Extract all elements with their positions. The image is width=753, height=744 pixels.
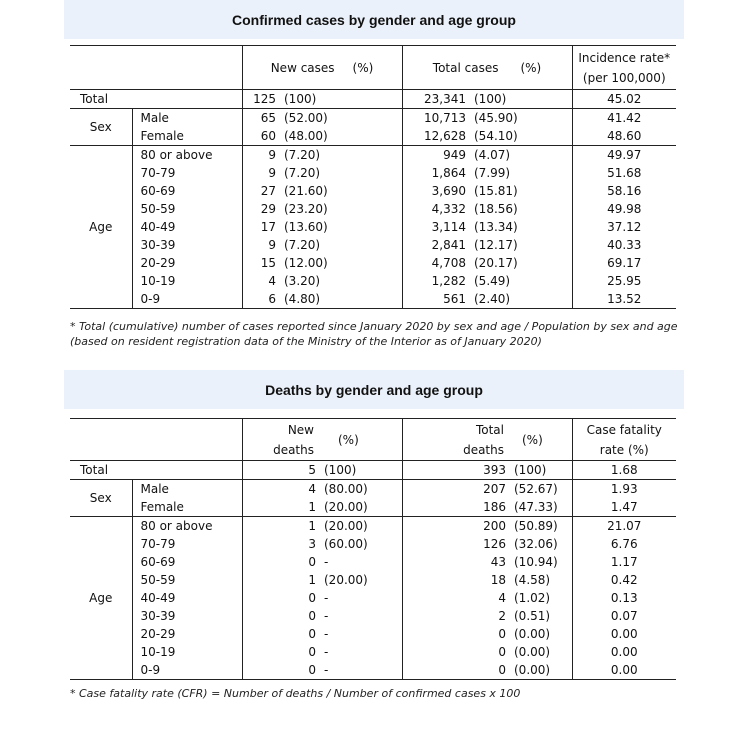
- total-value: 3,690: [402, 182, 470, 200]
- new-percent: (7.20): [284, 166, 321, 180]
- new-percent: (23.20): [284, 202, 328, 216]
- new-percent: -: [324, 645, 329, 659]
- new-value: 3: [242, 535, 320, 553]
- deaths-title: Deaths by gender and age group: [64, 370, 684, 409]
- total-value: 18: [402, 571, 510, 589]
- table-row: [70, 589, 676, 607]
- deaths-table: [70, 418, 676, 680]
- new-value: 1: [242, 517, 320, 536]
- table-row: [70, 571, 676, 589]
- group-label-age: Age: [70, 146, 132, 309]
- new-percent: (52.00): [284, 111, 328, 125]
- table-row: [70, 480, 676, 499]
- rate-value: 1.17: [572, 553, 676, 571]
- total-percent: (47.33): [510, 498, 572, 517]
- header-cfr-2: rate (%): [599, 442, 649, 457]
- total-percent: (45.90): [474, 111, 518, 125]
- total-percent: (32.06): [514, 537, 558, 551]
- total-value: 200: [402, 517, 510, 536]
- rate-value: 0.07: [572, 607, 676, 625]
- row-label: 50-59: [132, 571, 242, 589]
- new-percent: -: [324, 591, 329, 605]
- rate-value: 25.95: [572, 272, 676, 290]
- new-value: 4: [242, 272, 280, 290]
- new-percent: -: [324, 555, 329, 569]
- row-label: 30-39: [132, 607, 242, 625]
- rate-value: 0.42: [572, 571, 676, 589]
- row-label: Female: [132, 127, 242, 146]
- new-percent: (20.00): [324, 573, 368, 587]
- total-percent: (18.56): [474, 202, 518, 216]
- confirmed-table: [70, 45, 676, 309]
- new-value: 4: [242, 480, 320, 499]
- rate-value: 0.00: [572, 661, 676, 680]
- new-value: 0: [242, 589, 320, 607]
- row-label: Male: [132, 480, 242, 499]
- row-label: 0-9: [132, 661, 242, 680]
- rate-value: 0.00: [572, 625, 676, 643]
- total-percent: (15.81): [474, 184, 518, 198]
- new-percent: (3.20): [284, 274, 321, 288]
- new-value: 9: [242, 146, 280, 165]
- new-value: 29: [242, 200, 280, 218]
- total-percent: (100): [470, 90, 572, 109]
- header-cfr-1: Case fatality: [586, 422, 662, 437]
- new-percent: (20.00): [320, 498, 402, 517]
- table-row: [70, 625, 676, 643]
- group-label-age: Age: [70, 517, 132, 680]
- row-label: 70-79: [132, 164, 242, 182]
- new-percent: (4.80): [280, 290, 402, 309]
- row-label: 10-19: [132, 272, 242, 290]
- table-row: [70, 272, 676, 290]
- rate-value: 69.17: [572, 254, 676, 272]
- rate-value: 51.68: [572, 164, 676, 182]
- table-row: [70, 661, 676, 680]
- header-total-deaths-2: deaths: [463, 442, 504, 457]
- new-percent: -: [320, 661, 402, 680]
- total-percent: (12.17): [474, 238, 518, 252]
- rate-value: 13.52: [572, 290, 676, 309]
- new-value: 27: [242, 182, 280, 200]
- total-percent: (4.58): [514, 573, 551, 587]
- new-value: 0: [242, 625, 320, 643]
- row-label: 30-39: [132, 236, 242, 254]
- rate-value: 1.47: [572, 498, 676, 517]
- new-value: 60: [242, 127, 280, 146]
- new-percent: (48.00): [280, 127, 402, 146]
- rate-value: 40.33: [572, 236, 676, 254]
- row-label: 50-59: [132, 200, 242, 218]
- new-percent: (20.00): [324, 519, 368, 533]
- total-value: 393: [402, 461, 510, 480]
- rate-value: 0.00: [572, 643, 676, 661]
- table-row: [70, 218, 676, 236]
- new-percent: (21.60): [284, 184, 328, 198]
- row-label: Total: [70, 90, 242, 109]
- new-percent: (7.20): [284, 238, 321, 252]
- row-label: 0-9: [132, 290, 242, 309]
- row-label: 60-69: [132, 553, 242, 571]
- total-value: 4,708: [402, 254, 470, 272]
- header-total-deaths-1: Total: [475, 422, 504, 437]
- new-percent: (7.20): [284, 148, 321, 162]
- new-percent: (100): [280, 90, 402, 109]
- row-label: 80 or above: [132, 146, 242, 165]
- total-percent: (54.10): [470, 127, 572, 146]
- rate-value: 21.07: [572, 517, 676, 536]
- total-value: 0: [402, 661, 510, 680]
- total-value: 2: [402, 607, 510, 625]
- new-percent: (80.00): [324, 482, 368, 496]
- table-row: [70, 200, 676, 218]
- row-label: 20-29: [132, 625, 242, 643]
- total-percent: (1.02): [514, 591, 551, 605]
- rate-value: 45.02: [572, 90, 676, 109]
- table-row: [70, 182, 676, 200]
- header-incidence-rate: Incidence rate*: [578, 50, 671, 65]
- new-percent: (100): [320, 461, 402, 480]
- new-percent: (12.00): [284, 256, 328, 270]
- total-value: 949: [402, 146, 470, 165]
- rate-value: 1.93: [572, 480, 676, 499]
- new-value: 9: [242, 236, 280, 254]
- table-row: [70, 254, 676, 272]
- total-value: 12,628: [402, 127, 470, 146]
- table-row: [70, 607, 676, 625]
- rate-value: 48.60: [572, 127, 676, 146]
- new-value: 17: [242, 218, 280, 236]
- group-label-sex: Sex: [70, 109, 132, 146]
- total-percent: (0.51): [514, 609, 551, 623]
- rate-value: 41.42: [572, 109, 676, 128]
- row-label: 20-29: [132, 254, 242, 272]
- row-label: Male: [132, 109, 242, 128]
- table-row: [70, 461, 676, 480]
- total-value: 1,282: [402, 272, 470, 290]
- header-new-deaths-pct: (%): [320, 419, 402, 461]
- new-value: 15: [242, 254, 280, 272]
- group-label-sex: Sex: [70, 480, 132, 517]
- new-value: 0: [242, 607, 320, 625]
- total-value: 186: [402, 498, 510, 517]
- table-row: [70, 517, 676, 536]
- rate-value: 0.13: [572, 589, 676, 607]
- total-percent: (52.67): [514, 482, 558, 496]
- header-new-deaths-1: New: [287, 422, 314, 437]
- row-label: 70-79: [132, 535, 242, 553]
- new-value: 9: [242, 164, 280, 182]
- total-value: 4,332: [402, 200, 470, 218]
- total-percent: (5.49): [474, 274, 511, 288]
- rate-value: 58.16: [572, 182, 676, 200]
- total-value: 1,864: [402, 164, 470, 182]
- total-value: 561: [402, 290, 470, 309]
- new-percent: -: [324, 609, 329, 623]
- header-new-pct: (%): [352, 60, 374, 75]
- new-value: 0: [242, 553, 320, 571]
- total-value: 4: [402, 589, 510, 607]
- total-value: 0: [402, 643, 510, 661]
- confirmed-footnote: * Total (cumulative) number of cases reported since January 2020 by sex and age / Population by sex and age (based on resident registration data of the Ministry of the Interior as of January 2020): [70, 320, 678, 348]
- total-value: 23,341: [402, 90, 470, 109]
- deaths-footnote: * Case fatality rate (CFR) = Number of deaths / Number of confirmed cases x 100: [70, 687, 521, 700]
- table-row: [70, 127, 676, 146]
- new-value: 65: [242, 109, 280, 128]
- total-percent: (0.00): [514, 627, 551, 641]
- total-percent: (10.94): [514, 555, 558, 569]
- total-value: 0: [402, 625, 510, 643]
- new-value: 0: [242, 643, 320, 661]
- rate-value: 6.76: [572, 535, 676, 553]
- new-percent: (13.60): [284, 220, 328, 234]
- total-value: 43: [402, 553, 510, 571]
- table-row: [70, 146, 676, 165]
- row-label: Female: [132, 498, 242, 517]
- row-label: 60-69: [132, 182, 242, 200]
- total-percent: (0.00): [510, 661, 572, 680]
- row-label: Total: [70, 461, 242, 480]
- table-row: [70, 290, 676, 309]
- rate-value: 49.98: [572, 200, 676, 218]
- new-value: 1: [242, 571, 320, 589]
- total-value: 126: [402, 535, 510, 553]
- row-label: 80 or above: [132, 517, 242, 536]
- table-row: [70, 236, 676, 254]
- total-percent: (50.89): [514, 519, 558, 533]
- confirmed-title: Confirmed cases by gender and age group: [64, 0, 684, 39]
- table-row: [70, 498, 676, 517]
- rate-value: 1.68: [572, 461, 676, 480]
- header-new-cases: New cases: [270, 60, 335, 75]
- total-percent: (0.00): [514, 645, 551, 659]
- total-percent: (4.07): [474, 148, 511, 162]
- total-percent: (2.40): [470, 290, 572, 309]
- new-value: 6: [242, 290, 280, 309]
- total-percent: (20.17): [474, 256, 518, 270]
- table-row: [70, 553, 676, 571]
- total-value: 3,114: [402, 218, 470, 236]
- header-total-deaths-pct: (%): [510, 419, 572, 461]
- rate-value: 37.12: [572, 218, 676, 236]
- total-percent: (13.34): [474, 220, 518, 234]
- new-value: 125: [242, 90, 280, 109]
- total-value: 207: [402, 480, 510, 499]
- table-row: [70, 535, 676, 553]
- row-label: 10-19: [132, 643, 242, 661]
- row-label: 40-49: [132, 218, 242, 236]
- row-label: 40-49: [132, 589, 242, 607]
- total-percent: (100): [510, 461, 572, 480]
- table-row: [70, 164, 676, 182]
- total-value: 10,713: [402, 109, 470, 128]
- total-percent: (7.99): [474, 166, 511, 180]
- rate-value: 49.97: [572, 146, 676, 165]
- new-value: 0: [242, 661, 320, 680]
- header-total-pct: (%): [520, 60, 542, 75]
- new-value: 1: [242, 498, 320, 517]
- new-percent: (60.00): [324, 537, 368, 551]
- table-row: [70, 90, 676, 109]
- table-row: [70, 643, 676, 661]
- new-percent: -: [324, 627, 329, 641]
- header-new-deaths-2: deaths: [273, 442, 314, 457]
- header-total-cases: Total cases: [432, 60, 499, 75]
- table-row: [70, 109, 676, 128]
- header-incidence-unit: (per 100,000): [582, 70, 666, 85]
- total-value: 2,841: [402, 236, 470, 254]
- new-value: 5: [242, 461, 320, 480]
